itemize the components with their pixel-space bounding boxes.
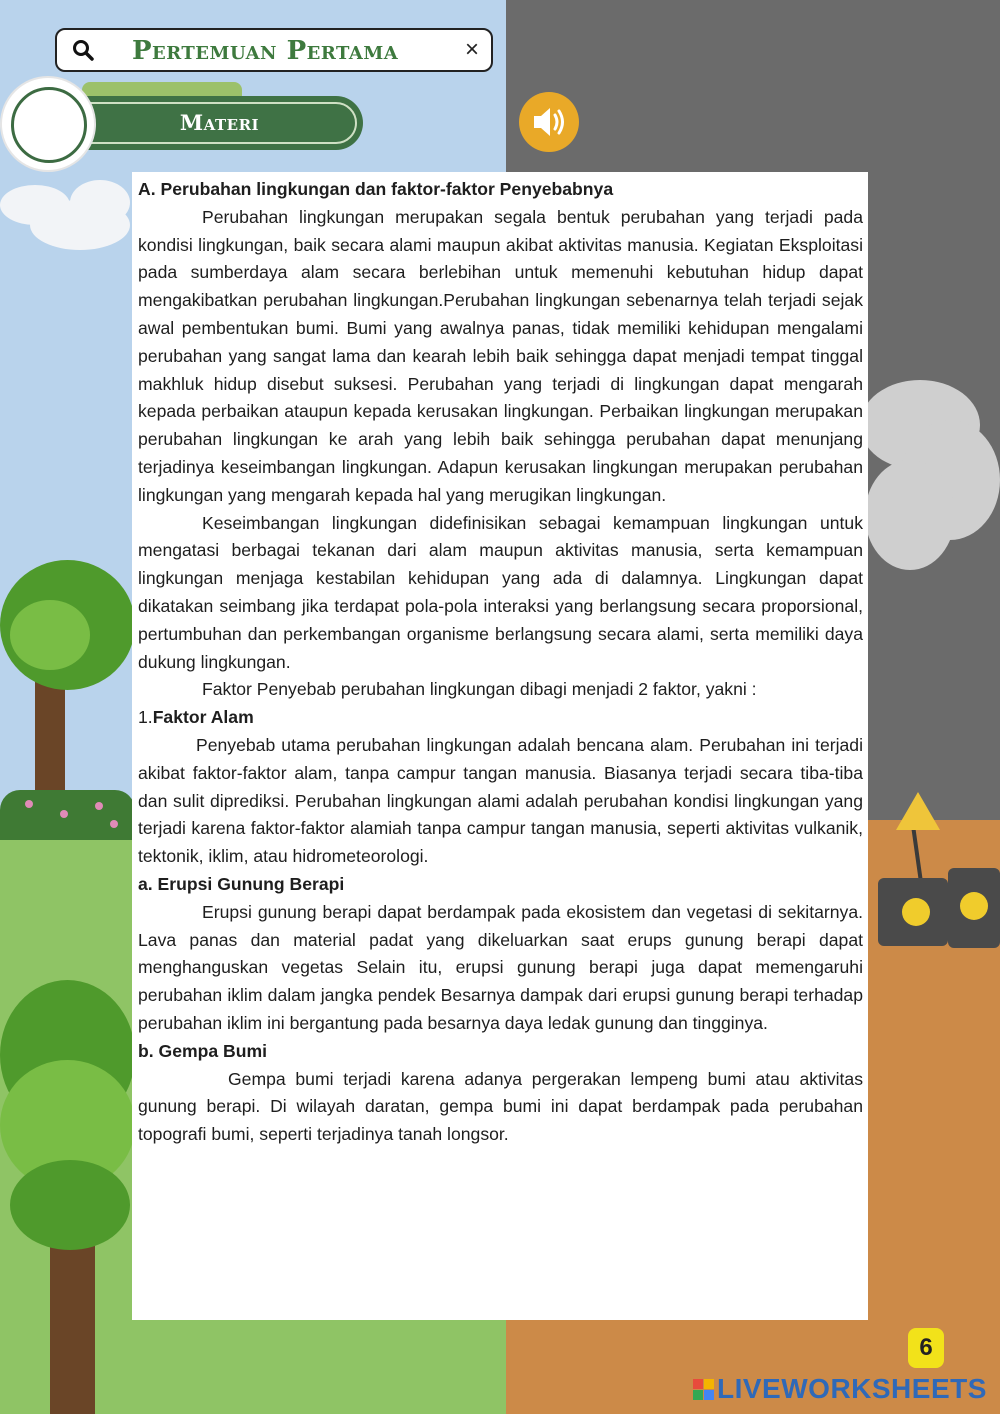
flower-decoration (110, 820, 118, 828)
paragraph: Faktor Penyebab perubahan lingkungan dibagi menjadi 2 faktor, yakni : (202, 679, 757, 700)
search-icon[interactable] (71, 38, 95, 62)
tree-canopy (10, 1160, 130, 1250)
factor-heading (138, 704, 863, 732)
audio-play-button[interactable] (519, 92, 579, 152)
paragraph: Perubahan lingkungan merupakan segala bentuk perubahan yang terjadi pada kondisi lingkungan, baik secara alami maupun akibat aktivitas manusia. Kegiatan Eksploitasi pada sumberdaya alam secara berlebihan untuk memenuhi kebutuhan hidup dapat mengakibatkan perubahan lingkungan.Perubahan lingkungan sebenarnya telah terjadi sejak awal pembentukan bumi. Bumi yang awalnya panas, tidak memiliki kehidupan mengalami perubahan yang sangat lama dan kearah lebih baik sehingga dapat menjadi tempat tinggal makhluk hidup disebut suksesi. Perubahan yang terjadi di lingkungan dapat mengarah kepada perbaikan ataupun kepada kerusakan lingkungan. Perbaikan lingkungan merupakan perubahan lingkungan ke arah yang lebih baik sehingga perubahan dapat menunjang terjadinya keseimbangan lingkungan. Adapun kerusakan lingkungan merupakan perubahan lingkungan yang mengarah kepada hal yang merugikan lingkungan. (138, 206, 863, 505)
paragraph: Erupsi gunung berapi dapat berdampak pada ekosistem dan vegetasi di sekitarnya. Lava panas dan material padat yang dikeluarkan saat erups gunung berapi dapat menghanguskan vegetas Selain itu, erupsi gunung berapi juga dapat memengaruhi perubahan iklim dalam jangka pendek Besarnya dampak dari erupsi gunung berapi terhadap perubahan iklim ini bergantung pada besarnya daya ledak gunung dan tingginya. (138, 901, 863, 1033)
avatar-circle (2, 78, 94, 170)
section-heading: A. Perubahan lingkungan dan faktor-faktor Penyebabnya (138, 179, 614, 199)
flower-decoration (95, 802, 103, 810)
factor-number: 1. (138, 707, 153, 728)
brand-name: LIVEWORKSHEETS (717, 1373, 987, 1404)
cloud-decoration (70, 180, 130, 225)
flower-decoration (25, 800, 33, 808)
section-label: Materi (179, 110, 260, 135)
tree-canopy (10, 600, 90, 670)
liveworksheets-logo[interactable] (693, 1372, 987, 1406)
factor-title: Faktor Alam (152, 707, 254, 728)
smoke-cloud-decoration (865, 460, 955, 570)
hazard-sign-icon (896, 792, 940, 830)
logo-squares (693, 1379, 714, 1400)
radiation-icon (960, 892, 988, 920)
section-label-pill (76, 96, 363, 150)
page-number-badge: 6 (908, 1328, 944, 1368)
paragraph: Penyebab utama perubahan lingkungan adalah bencana alam. Perubahan ini terjadi akibat faktor-faktor alam, tanpa campur tangan manusia. Biasanya terjadi secara tiba-tiba dan sulit diprediksi. Perubahan lingkungan alami adalah perubahan kondisi lingkungan yang terjadi karena faktor-faktor alamiah tanpa campur tangan manusia, seperti aktivitas vulkanik, tektonik, iklim, atau hidrometeorologi. (138, 734, 863, 867)
paragraph: Gempa bumi terjadi karena adanya pergerakan lempeng bumi atau aktivitas gunung berapi. Di wilayah daratan, gempa bumi ini dapat berdampak pada perubahan topografi bumi, seperti terjadinya tanah longsor. (138, 1068, 863, 1145)
flower-decoration (60, 810, 68, 818)
material-text-panel (132, 172, 868, 1320)
subsection-heading: a. Erupsi Gunung Berapi (138, 873, 345, 894)
close-icon[interactable]: × (464, 36, 479, 63)
search-bar[interactable] (55, 28, 493, 72)
radiation-icon (902, 898, 930, 926)
avatar-ring (11, 87, 87, 163)
paragraph: Keseimbangan lingkungan didefinisikan sebagai kemampuan lingkungan untuk mengatasi berbagai tekanan dari alam maupun aktivitas manusia, serta kemampuan lingkungan menjaga kestabilan kehidupan yang ada di dalamnya. Lingkungan dapat dikatakan seimbang jika terdapat pola-pola interaksi yang berlangsung secara proporsional, pertumbuhan dan perkembangan organisme berlangsung secara alami, serta memiliki daya dukung lingkungan. (138, 512, 863, 672)
page-title: Pertemuan Pertama (132, 36, 399, 66)
speaker-icon (530, 104, 568, 140)
subsection-heading: b. Gempa Bumi (138, 1040, 268, 1061)
